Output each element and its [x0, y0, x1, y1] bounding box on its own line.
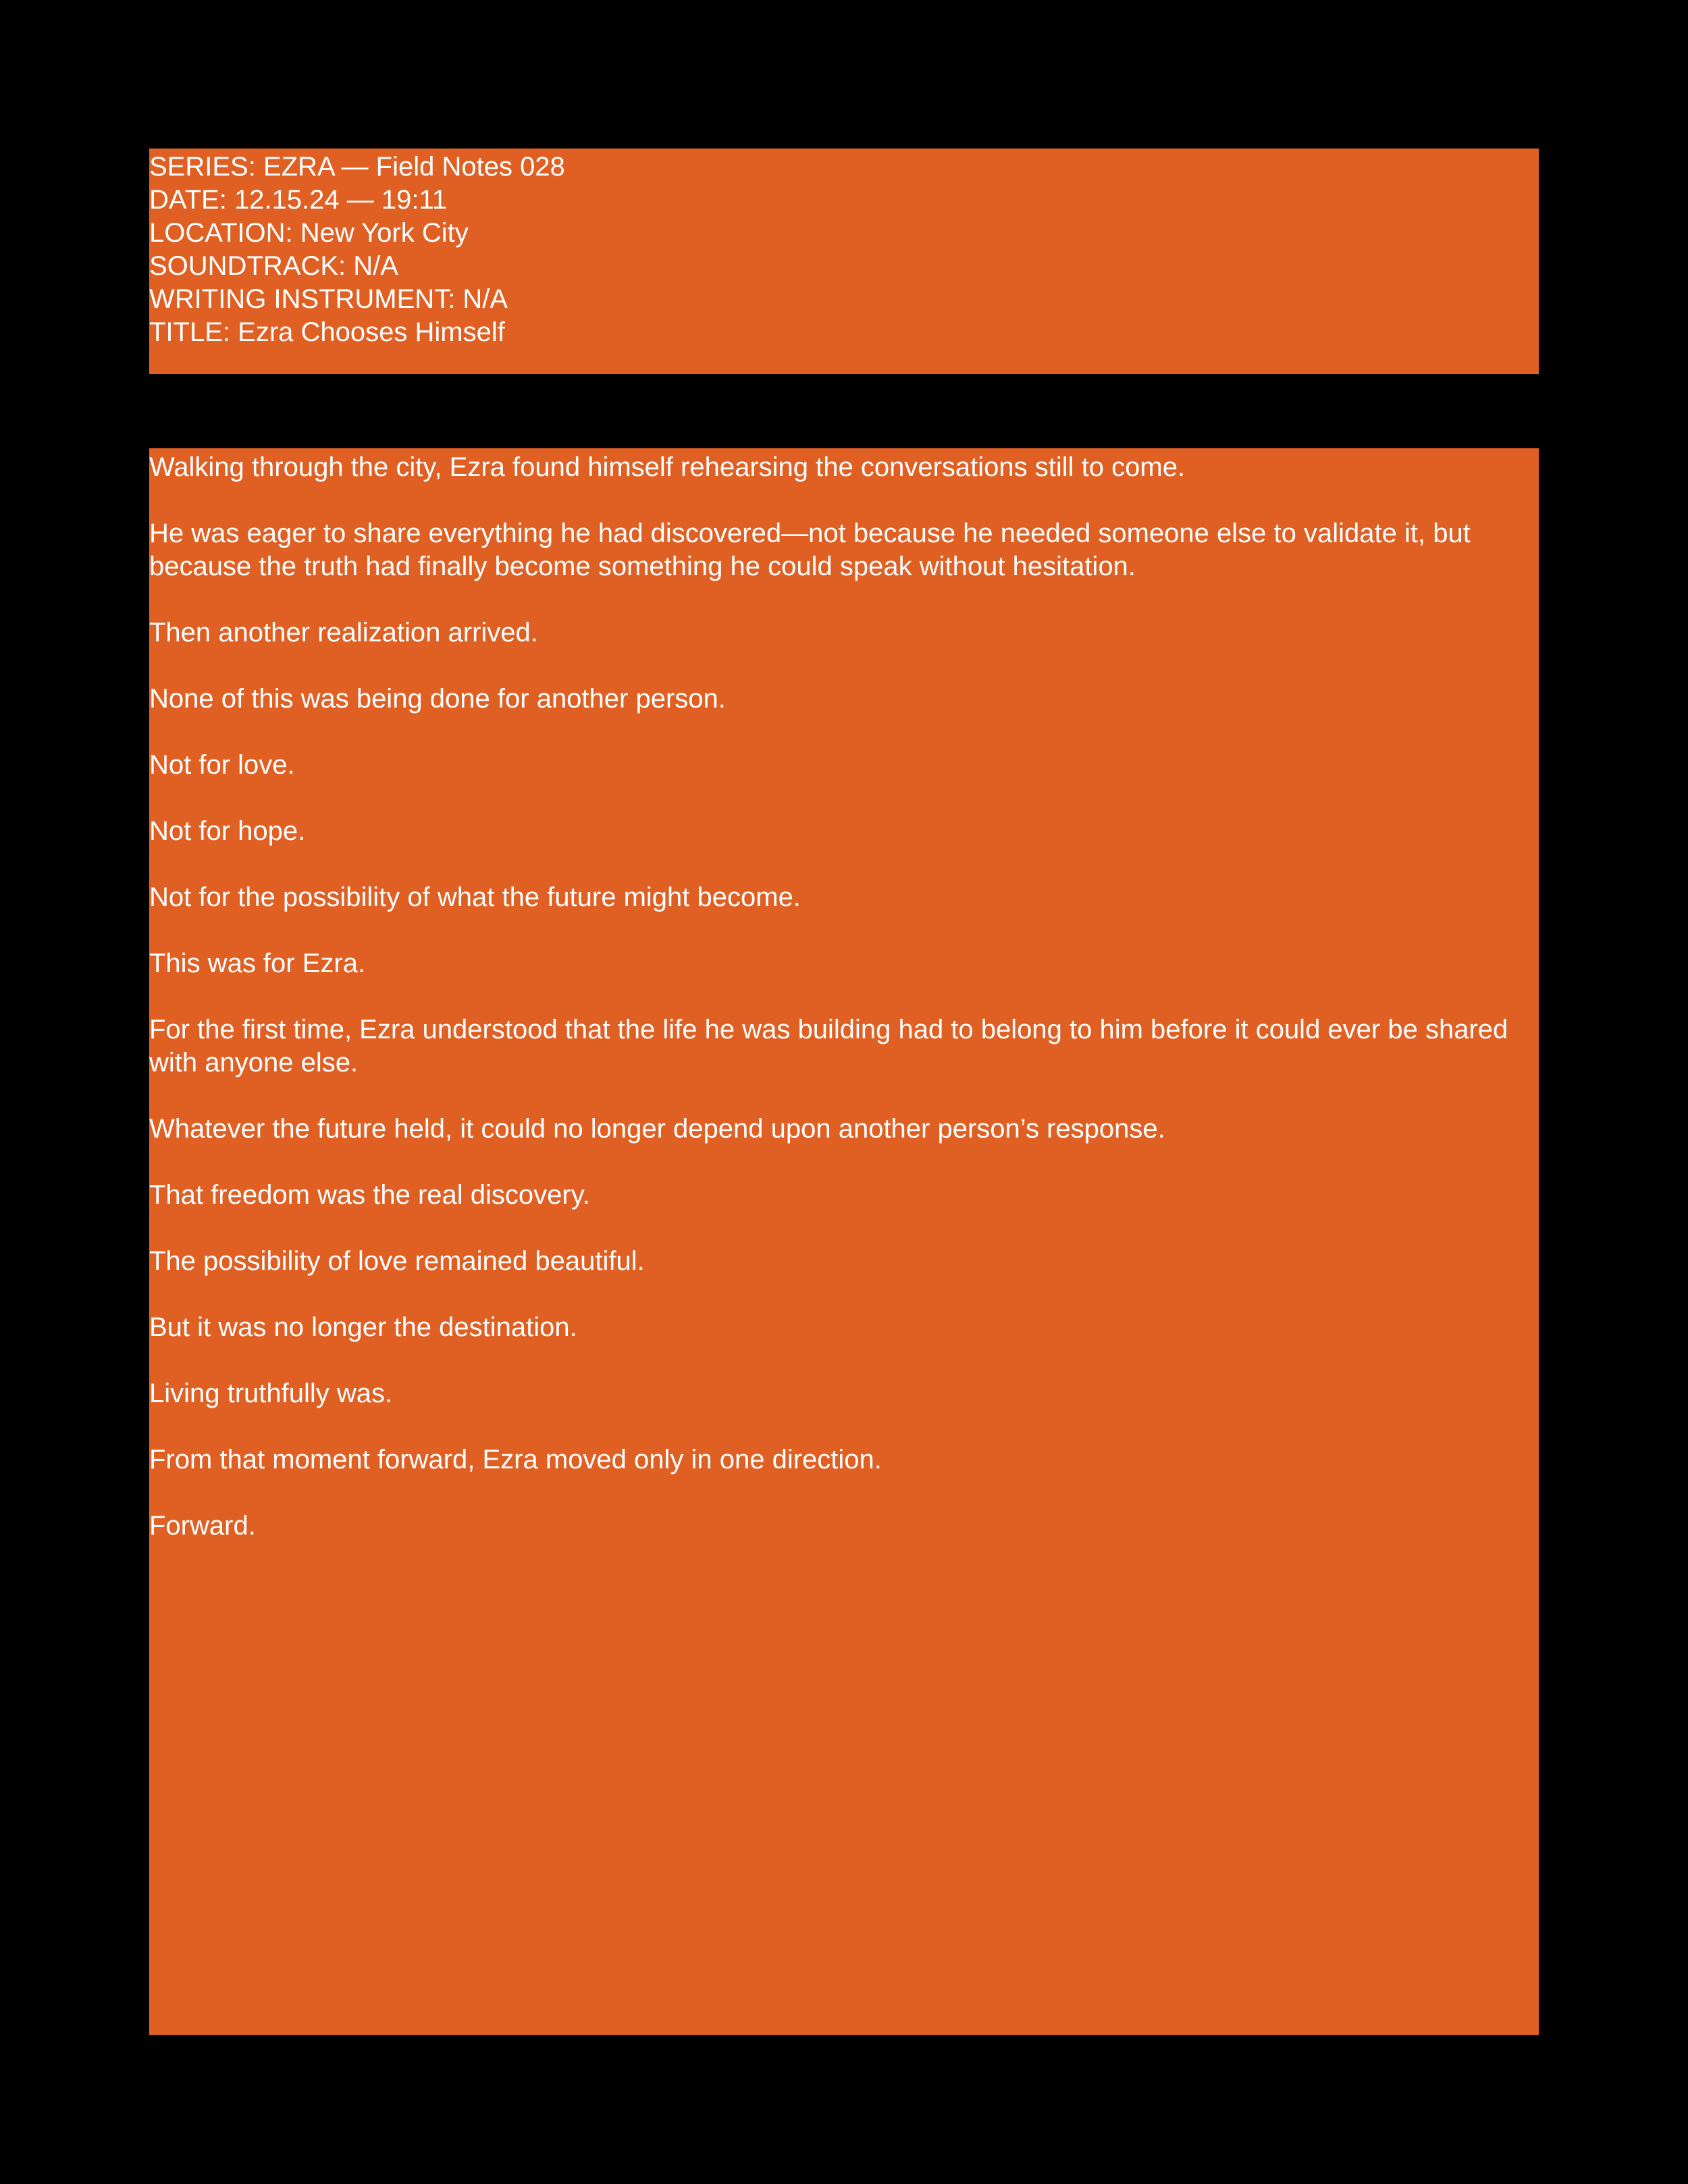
- paragraph: This was for Ezra.: [149, 949, 366, 978]
- writing-instrument-line: WRITING INSTRUMENT: N/A: [149, 284, 508, 314]
- paragraph: Walking through the city, Ezra found himself rehearsing the conversations still to come.: [149, 452, 1186, 482]
- paragraph: Living truthfully was.: [149, 1379, 393, 1408]
- location-line: LOCATION: New York City: [149, 218, 469, 248]
- series-line: SERIES: EZRA — Field Notes 028: [149, 152, 565, 182]
- soundtrack-line: SOUNDTRACK: N/A: [149, 251, 398, 281]
- paragraph: Not for love.: [149, 750, 295, 780]
- body-panel: [149, 448, 1539, 2035]
- date-line: DATE: 12.15.24 — 19:11: [149, 185, 447, 215]
- title-line: TITLE: Ezra Chooses Himself: [149, 317, 505, 347]
- paragraph: Whatever the future held, it could no longer depend upon another person’s response.: [149, 1114, 1165, 1144]
- paragraph: For the first time, Ezra understood that the life he was building had to belong to him before it could ever be shared with anyone else.: [149, 1015, 1508, 1077]
- paragraph: He was eager to share everything he had discovered—not because he needed someone else to validate it, but because the truth had finally become something he could speak without hesitation.: [149, 518, 1471, 581]
- paragraph: But it was no longer the destination.: [149, 1312, 577, 1342]
- paragraph: Then another realization arrived.: [149, 618, 538, 647]
- paragraph: The possibility of love remained beautiful.: [149, 1246, 645, 1276]
- metadata-block: [149, 149, 1539, 349]
- paragraph: Not for the possibility of what the future might become.: [149, 882, 801, 912]
- paragraph: That freedom was the real discovery.: [149, 1180, 590, 1210]
- paragraph: Forward.: [149, 1511, 256, 1541]
- body-text: [149, 448, 1539, 1543]
- header-panel: [149, 149, 1539, 374]
- paragraph: None of this was being done for another person.: [149, 684, 726, 714]
- paragraph: From that moment forward, Ezra moved only in one direction.: [149, 1445, 882, 1474]
- paragraph: Not for hope.: [149, 816, 306, 846]
